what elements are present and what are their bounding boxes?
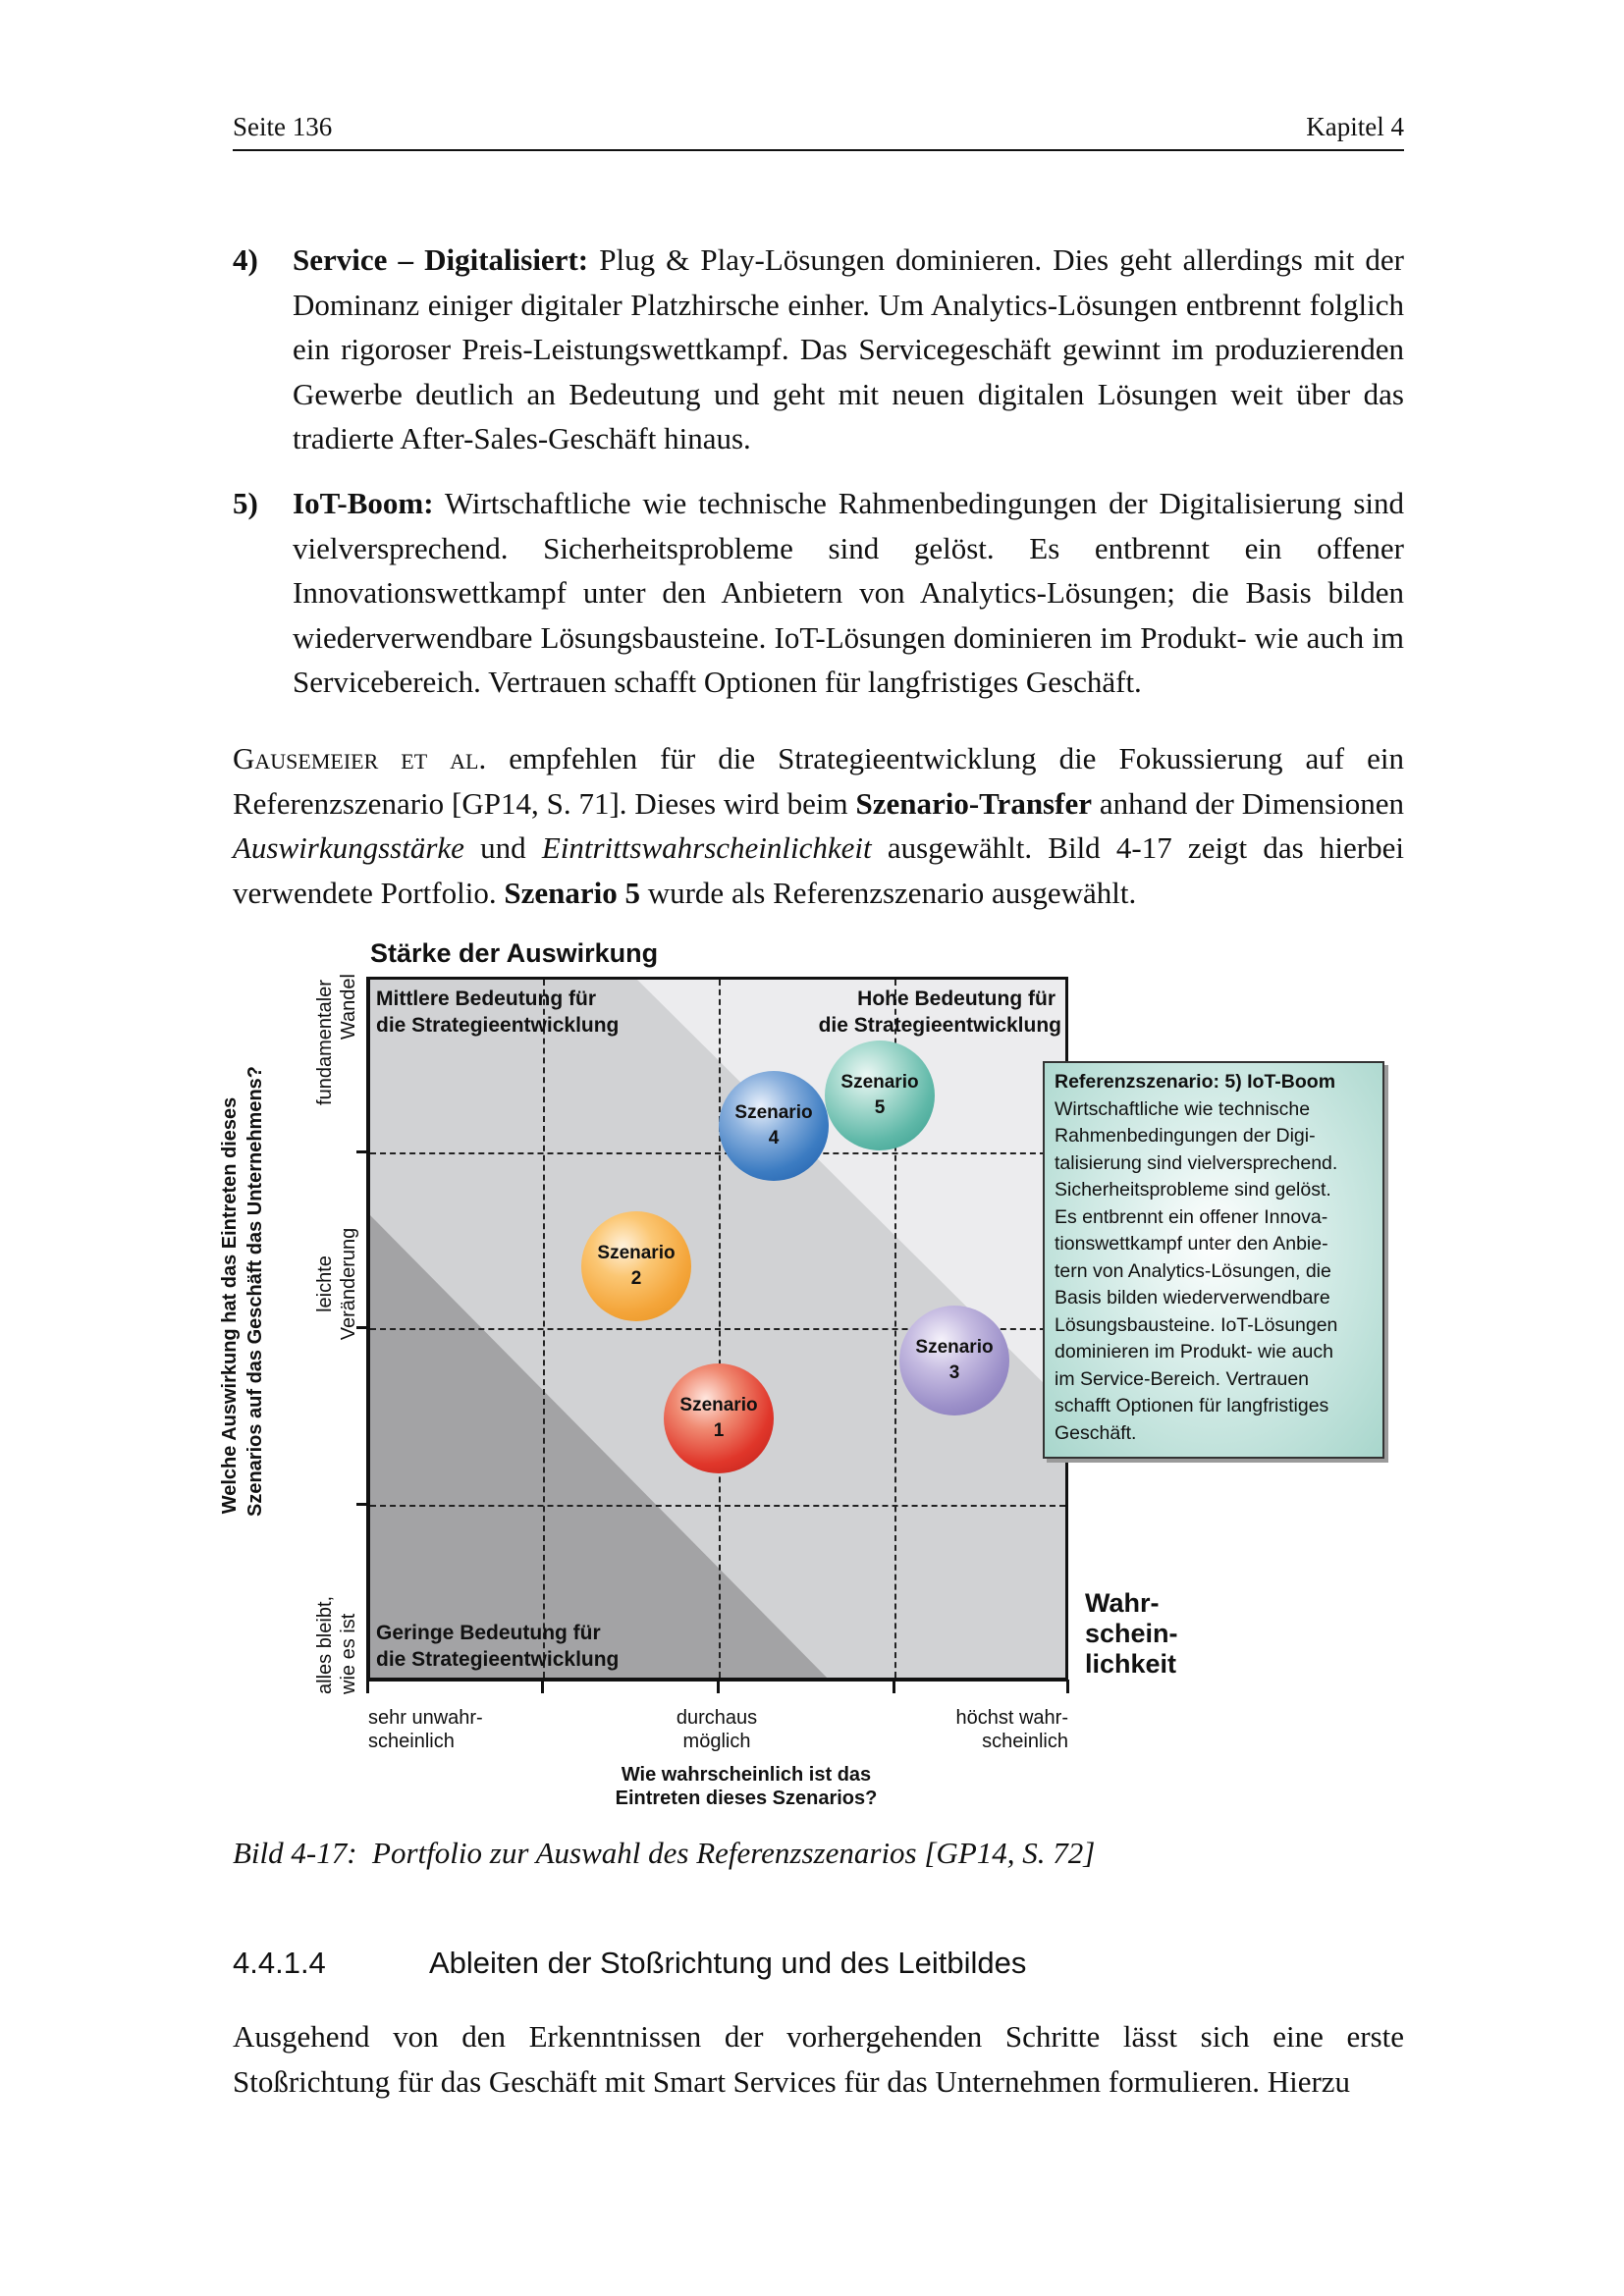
x-tick: [1066, 1680, 1069, 1693]
scenario-label: Szenario: [840, 1072, 919, 1093]
scenario-4-bubble: [719, 1071, 829, 1181]
reference-box-line: Geschäft.: [1055, 1421, 1137, 1444]
reference-box-line: tern von Analytics-Lösungen, die: [1055, 1259, 1331, 1282]
y-axis-title: [217, 1065, 268, 1517]
text-run: wurde als Referenzszenario ausgewählt.: [639, 875, 1137, 910]
scenario-label: Szenario: [915, 1337, 994, 1358]
italic-term: Auswirkungsstärke: [233, 830, 464, 865]
zone-label-high: [819, 986, 1061, 1039]
x-dimension-label-line: Wahr-: [1085, 1588, 1160, 1618]
x-tick: [717, 1680, 720, 1693]
y-category-line: alles bleibt,: [314, 1595, 336, 1694]
intro-paragraph: [233, 736, 1404, 915]
bold-term: Szenario-Transfer: [855, 785, 1092, 821]
list-text: [293, 238, 1404, 461]
x-tick: [366, 1680, 369, 1693]
x-dimension-label: [1085, 1588, 1178, 1680]
figure-caption: Bild 4-17: Portfolio zur Auswahl des Referenzszenarios [GP14, S. 72]: [233, 1836, 1096, 1870]
zone-label-line: Hohe Bedeutung für: [857, 988, 1056, 1010]
list-item-5: [233, 481, 1404, 705]
portfolio-figure: [219, 933, 1404, 1816]
reference-scenario-box: [1043, 1061, 1384, 1459]
list-number: 4): [233, 242, 258, 277]
final-paragraph: Ausgehend von den Erkenntnissen der vorhergehenden Schritte lässt sich eine erste Stoßrichtung für das Geschäft mit Smart Services für das Unternehmen formulieren. Hierzu: [233, 2019, 1404, 2099]
x-axis-title-line: Eintreten dieses Szenarios?: [615, 1788, 878, 1809]
page-number: Seite 136: [233, 112, 333, 141]
list-term: Service – Digitalisiert:: [293, 242, 589, 277]
grid-line-horizontal: [370, 1505, 1065, 1507]
reference-box-line: Wirtschaftliche wie technische: [1055, 1097, 1311, 1120]
scenario-number: 5: [874, 1097, 886, 1118]
scenario-label: Szenario: [679, 1395, 758, 1415]
y-category-medium: [313, 1215, 360, 1353]
zone-label-line: die Strategieentwicklung: [376, 1014, 620, 1037]
list-text: [293, 481, 1404, 705]
x-category-high: [913, 1706, 1068, 1753]
zone-label-line: die Strategieentwicklung: [376, 1648, 620, 1671]
y-tick: [356, 1326, 370, 1329]
text-run: ausgewählt. Bild 4-17 zeigt das hierbei verwendete Portfolio.: [233, 830, 1404, 910]
page-header: [233, 108, 1404, 151]
zone-label-line: die Strategieentwicklung: [818, 1014, 1061, 1037]
reference-box-title: Referenzszenario: 5) IoT-Boom: [1055, 1071, 1336, 1093]
italic-term: Eintrittswahrscheinlichkeit: [541, 830, 872, 865]
scenario-1-bubble: [664, 1363, 774, 1473]
list-term: IoT-Boom:: [293, 486, 434, 520]
text-run: anhand der Dimensionen: [1091, 785, 1404, 821]
y-axis-title-line: Szenarios auf das Geschäft das Unternehmens?: [244, 1065, 266, 1517]
list-item-4: [233, 238, 1404, 461]
x-tick: [893, 1680, 895, 1693]
reference-box-line: talisierung sind vielversprechend.: [1055, 1151, 1338, 1174]
scenario-number: 3: [948, 1362, 960, 1383]
reference-box-line: Sicherheitsprobleme sind gelöst.: [1055, 1179, 1331, 1201]
scenario-number: 4: [768, 1128, 780, 1148]
list-number: 5): [233, 486, 258, 520]
x-category-line: sehr unwahr-: [368, 1707, 483, 1729]
scenario-label: Szenario: [734, 1102, 813, 1123]
x-axis-title: [550, 1763, 943, 1810]
text-run: und: [463, 830, 542, 865]
zone-label-low: [376, 1620, 619, 1673]
x-category-line: möglich: [682, 1731, 751, 1752]
section-number: 4.4.1.4: [233, 1946, 326, 1980]
reference-box-line: Lösungsbausteine. IoT-Lösungen: [1055, 1313, 1338, 1336]
x-category-low: [368, 1706, 483, 1753]
scenario-3-bubble: [899, 1306, 1009, 1415]
reference-box-line: Es entbrennt ein offener Innova-: [1055, 1205, 1328, 1228]
author-name: Gausemeier et al.: [233, 741, 487, 775]
portfolio-plot: [366, 977, 1068, 1682]
x-category-medium: [648, 1706, 785, 1753]
y-category-line: leichte: [314, 1255, 336, 1312]
zone-label-medium: [376, 986, 619, 1039]
y-tick: [356, 1150, 370, 1153]
scenario-2-bubble: [581, 1211, 691, 1321]
y-category-line: Veränderung: [338, 1227, 359, 1341]
bold-term: Szenario 5: [504, 875, 640, 910]
reference-box-line: Rahmenbedingungen der Digi-: [1055, 1125, 1316, 1147]
grid-line-horizontal: [370, 1152, 1065, 1154]
y-category-low: [313, 1557, 360, 1694]
reference-box-line: dominieren im Produkt- wie auch: [1055, 1341, 1333, 1362]
figure-title: Stärke der Auswirkung: [370, 938, 659, 968]
x-category-line: höchst wahr-: [955, 1707, 1068, 1729]
section-title: Ableiten der Stoßrichtung und des Leitbildes: [429, 1946, 1027, 1980]
x-dimension-label-line: schein-: [1085, 1619, 1178, 1648]
list-body: Wirtschaftliche wie technische Rahmenbedingungen der Digitalisierung sind vielversprechend. Sicherheitsprobleme sind gelöst. Es entbrennt ein offener Innovationswettkampf unter den Anbietern von Analytics-Lösungen; die Basis bilden wiederverwendbare Lösungsbausteine. IoT-Lösungen dominieren im Produkt- wie auch im Servicebereich. Vertrauen schafft Optionen für langfristiges Geschäft.: [293, 486, 1404, 699]
x-category-line: durchaus: [676, 1707, 758, 1729]
scenario-number: 2: [630, 1268, 642, 1289]
y-axis-title-line: Welche Auswirkung hat das Eintreten dieses: [219, 1096, 241, 1515]
text-run: empfehlen für die Strategieentwicklung die Fokussierung auf ein Referenzszenario [GP14, S. 71]. Dieses wird beim: [233, 741, 1404, 821]
x-category-line: scheinlich: [368, 1731, 455, 1752]
reference-box-line: Basis bilden wiederverwendbare: [1055, 1287, 1330, 1308]
scenario-label: Szenario: [597, 1243, 676, 1263]
reference-box-line: im Service-Bereich. Vertrauen: [1055, 1367, 1310, 1390]
y-tick: [356, 1503, 370, 1506]
reference-box-line: tionswettkampf unter den Anbie-: [1055, 1233, 1328, 1255]
scenario-5-bubble: [825, 1041, 935, 1150]
x-tick: [541, 1680, 544, 1693]
reference-box-line: schafft Optionen für langfristiges: [1055, 1395, 1329, 1416]
zone-label-line: Mittlere Bedeutung für: [376, 988, 596, 1010]
x-category-line: scheinlich: [982, 1731, 1068, 1752]
chapter-label: Kapitel 4: [1306, 112, 1404, 141]
y-category-line: fundamentaler: [314, 980, 336, 1105]
x-axis-title-line: Wie wahrscheinlich ist das: [621, 1764, 872, 1786]
zone-label-line: Geringe Bedeutung für: [376, 1622, 601, 1644]
y-category-high: [313, 974, 360, 1111]
scenario-number: 1: [713, 1420, 725, 1441]
y-category-line: wie es ist: [338, 1613, 359, 1694]
list-body: Plug & Play-Lösungen dominieren. Dies geht allerdings mit der Dominanz einiger digitaler Platzhirsche einher. Um Analytics-Lösungen entbrennt folglich ein rigoroser Preis-Leistungswettkampf. Das Servicegeschäft gewinnt im produzierenden Gewerbe deutlich an Bedeutung und geht mit neuen digitalen Lösungen weit über das tradierte After-Sales-Geschäft hinaus.: [293, 242, 1404, 455]
y-category-line: Wandel: [338, 974, 359, 1041]
x-dimension-label-line: lichkeit: [1085, 1649, 1177, 1679]
